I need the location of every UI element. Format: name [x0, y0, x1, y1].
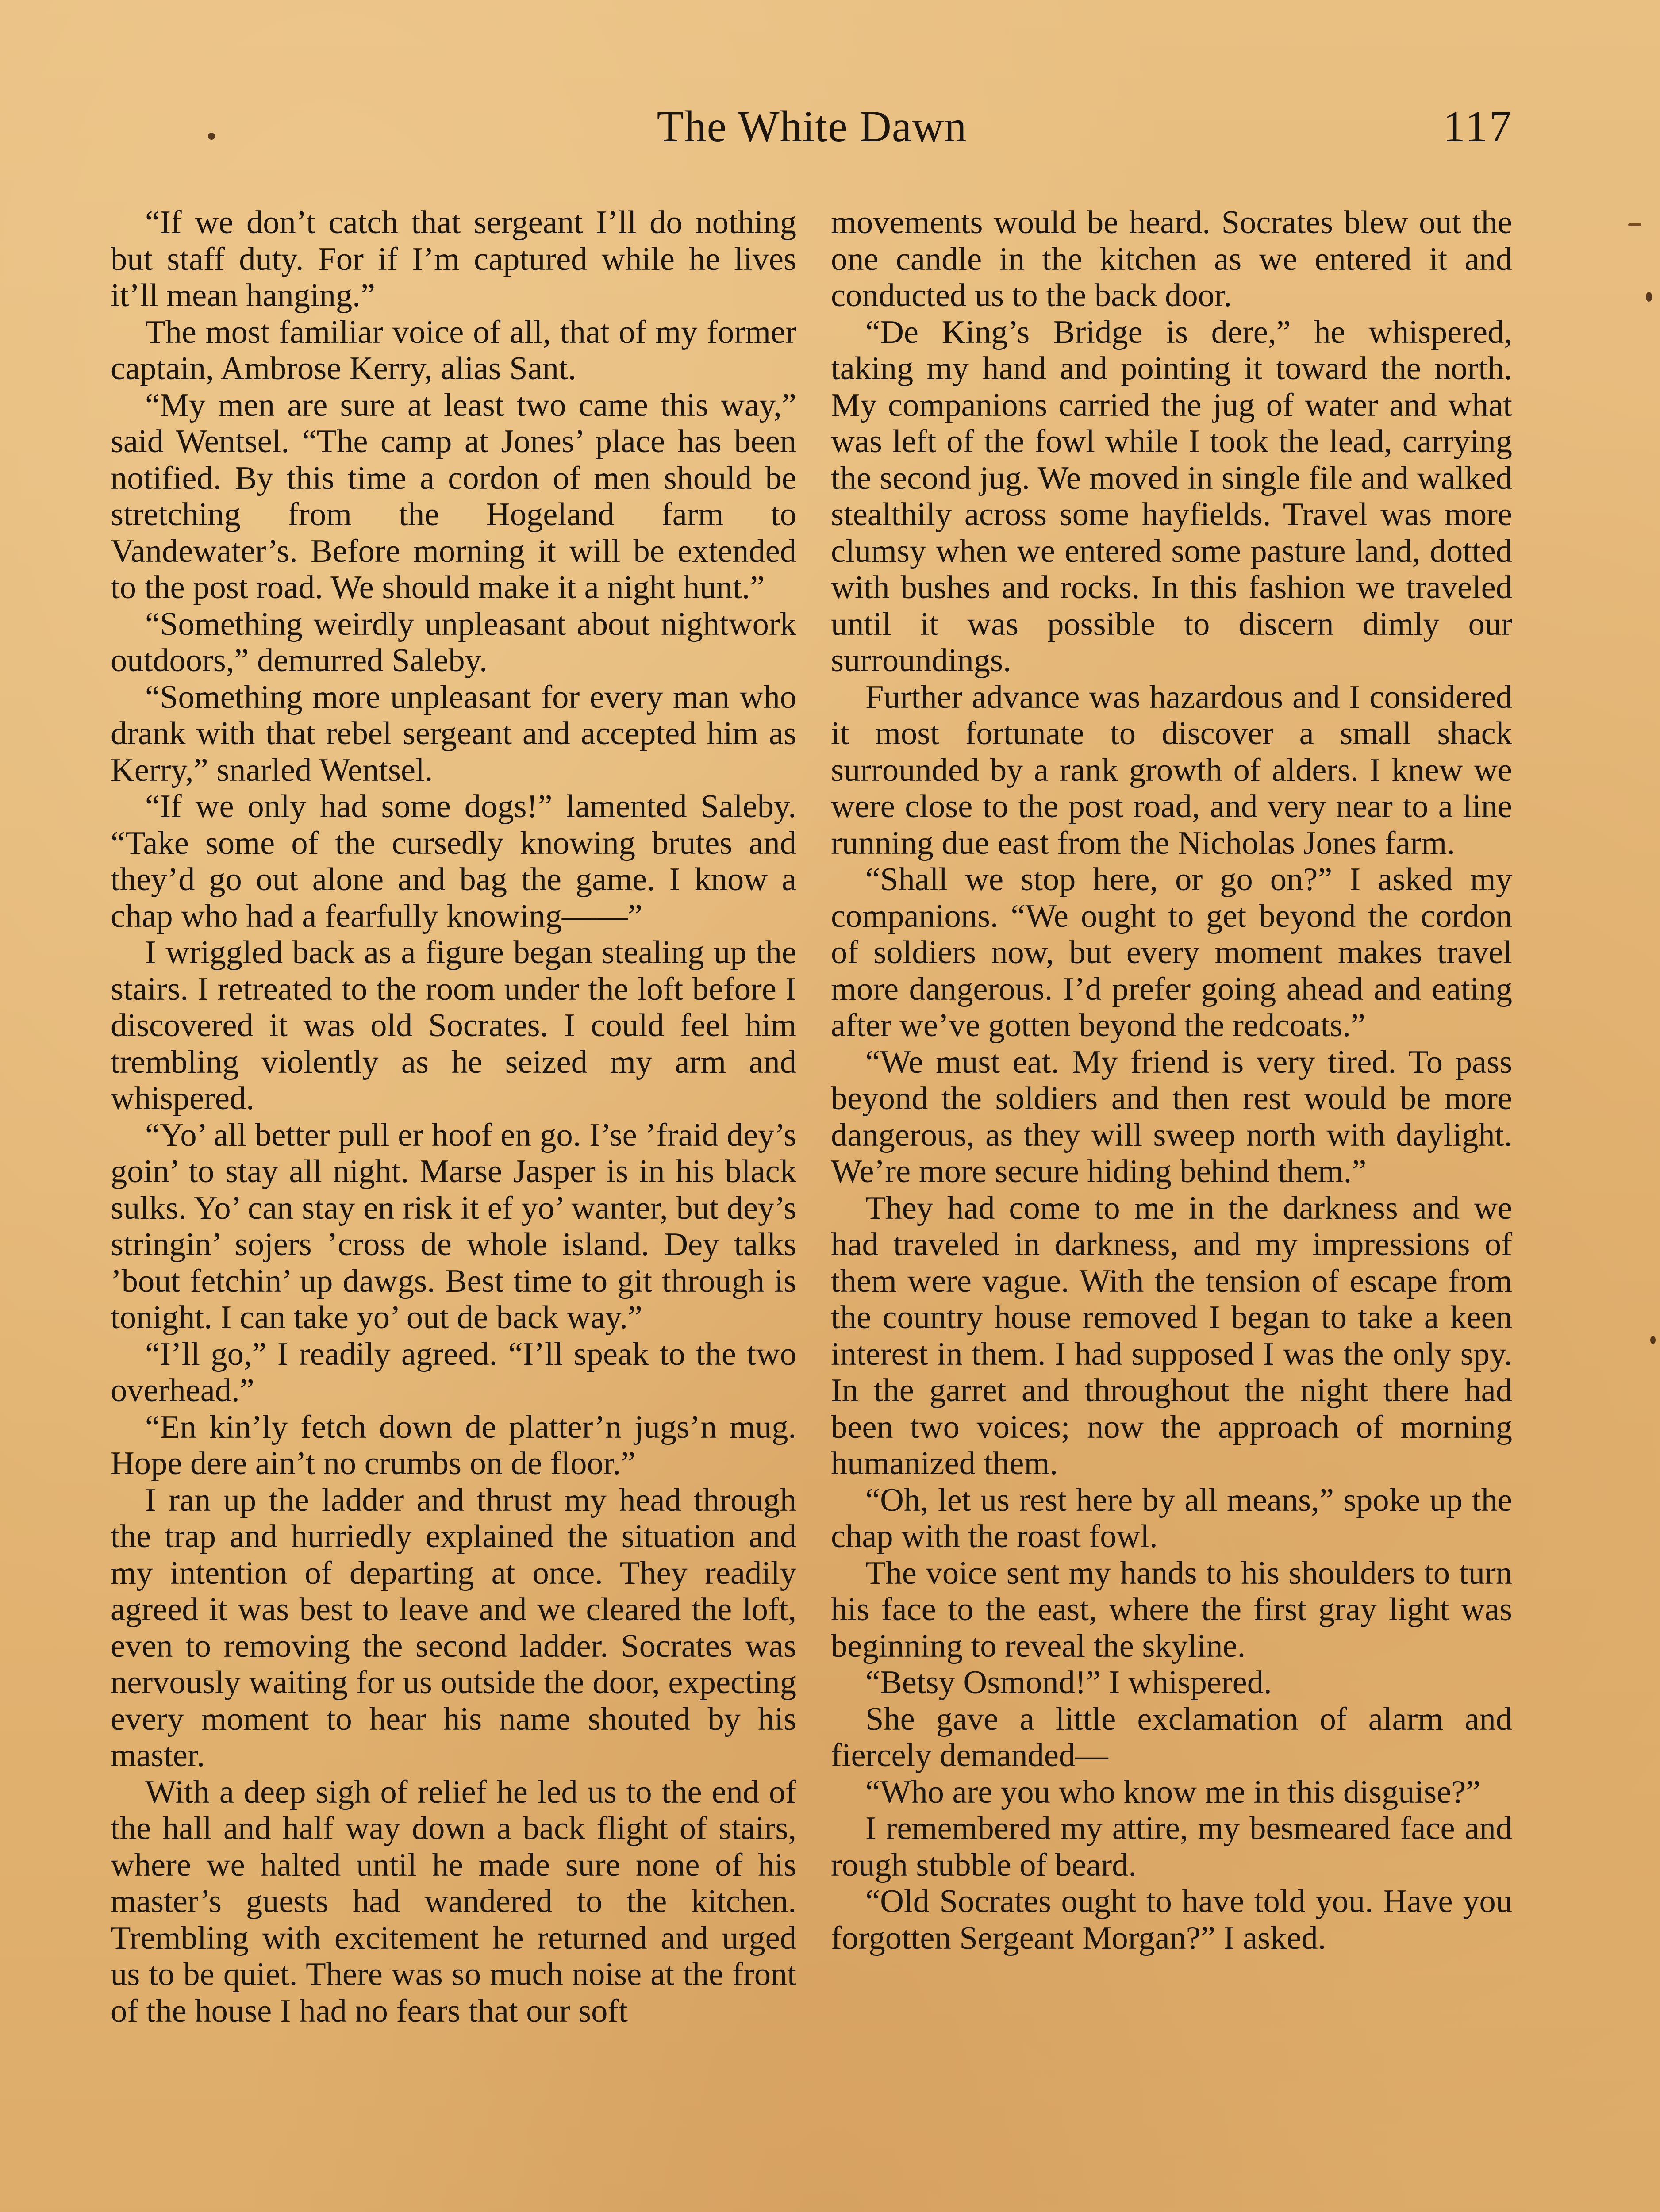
paragraph: “My men are sure at least two came this way,” said Wentsel. “The camp at Jones’ place has been notified. By this time a cordon of men should be stretching from the Hogeland farm to Vandewater’s. Before morning it will be extended to the post road. We should make it a night hunt.” [111, 387, 796, 606]
text-column-left [111, 204, 796, 2029]
paragraph: I ran up the ladder and thrust my head through the trap and hurriedly explained the situation and my intention of departing at once. They readily agreed it was best to leave and we cleared the loft, even to removing the second ladder. Socrates was nervously waiting for us outside the door, expecting every moment to hear his name shouted by his master. [111, 1482, 796, 1774]
running-title: The White Dawn [657, 102, 967, 151]
ink-speck [208, 133, 215, 140]
page-header [111, 101, 1513, 163]
paragraph: Further advance was hazardous and I considered it most fortunate to discover a small shack surrounded by a rank growth of alders. I knew we were close to the post road, and very near to a line running due east from the Nicholas Jones farm. [831, 679, 1512, 861]
paragraph: “Betsy Osmond!” I whispered. [865, 1664, 1272, 1701]
paragraph: “Yo’ all better pull er hoof en go. I’se ’fraid dey’s goin’ to stay all night. Marse Jasper is in his black sulks. Yo’ can stay en risk it ef yo’ wanter, but dey’s stringin’ sojers ’cross de whole island. Dey talks ’bout fetchin’ up dawgs. Best time to git through is tonight. I can take yo’ out de back way.” [111, 1117, 796, 1336]
paragraph: I remembered my attire, my besmeared face and rough stubble of beard. [831, 1810, 1512, 1883]
ink-speck [1628, 223, 1641, 226]
text-column-right [831, 204, 1512, 1956]
paragraph: With a deep sigh of relief he led us to the end of the hall and half way down a back flight of stairs, where we halted until he made sure none of his master’s guests had wandered to the kitchen. Trembling with excitement he returned and urged us to be quiet. There was so much noise at the front of the house I had no fears that our soft [111, 1774, 796, 2029]
paragraph: “De King’s Bridge is dere,” he whispered, taking my hand and pointing it toward the north. My companions carried the jug of water and what was left of the fowl while I took the lead, carrying the second jug. We moved in single file and walked stealthily across some hayfields. Travel was more clumsy when we entered some pasture land, dotted with bushes and rocks. In this fashion we traveled until it was possible to discern dimly our surroundings. [831, 314, 1512, 679]
paragraph: The most familiar voice of all, that of my former captain, Ambrose Kerry, alias Sant. [111, 314, 796, 387]
paragraph: They had come to me in the darkness and we had traveled in darkness, and my impressions of them were vague. With the tension of escape from the country house removed I began to take a keen interest in them. I had supposed I was the only spy. In the garret and throughout the night there had been two voices; now the approach of morning humanized them. [831, 1190, 1512, 1482]
paragraph: “En kin’ly fetch down de platter’n jugs’n mug. Hope dere ain’t no crumbs on de floor.” [111, 1409, 796, 1482]
paragraph: “Something more unpleasant for every man who drank with that rebel sergeant and accepted him as Kerry,” snarled Wentsel. [111, 679, 796, 788]
paragraph: “Oh, let us rest here by all means,” spoke up the chap with the roast fowl. [831, 1482, 1512, 1555]
ink-speck [1646, 292, 1652, 302]
ink-speck [1650, 1336, 1656, 1344]
paragraph: “If we don’t catch that sergeant I’ll do nothing but staff duty. For if I’m captured while he lives it’ll mean hanging.” [111, 204, 796, 314]
paragraph: I wriggled back as a figure began stealing up the stairs. I retreated to the room under the loft before I discovered it was old Socrates. I could feel him trembling violently as he seized my arm and whispered. [111, 934, 796, 1117]
paragraph: “Something weirdly unpleasant about nightwork outdoors,” demurred Saleby. [111, 606, 796, 679]
paragraph: “Old Socrates ought to have told you. Have you forgotten Sergeant Morgan?” I asked. [831, 1883, 1512, 1956]
paragraph: “We must eat. My friend is very tired. To pass beyond the soldiers and then rest would be more dangerous, as they will sweep north with daylight. We’re more secure hiding behind them.” [831, 1044, 1512, 1190]
paragraph: “If we only had some dogs!” lamented Saleby. “Take some of the cursedly knowing brutes and they’d go out alone and bag the game. I know a chap who had a fearfully knowing——” [111, 788, 796, 934]
paragraph: “Shall we stop here, or go on?” I asked my companions. “We ought to get beyond the cordon of soldiers now, but every moment makes travel more dangerous. I’d prefer going ahead and eating after we’ve gotten beyond the redcoats.” [831, 861, 1512, 1044]
paragraph: “Who are you who know me in this disguise?” [865, 1774, 1481, 1810]
paragraph: The voice sent my hands to his shoulders to turn his face to the east, where the first gray light was beginning to reveal the skyline. [831, 1555, 1512, 1664]
paragraph: She gave a little exclamation of alarm and fiercely demanded— [831, 1701, 1512, 1774]
paragraph: movements would be heard. Socrates blew out the one candle in the kitchen as we entered it and conducted us to the back door. [831, 204, 1512, 314]
page-number: 117 [1443, 102, 1513, 151]
paragraph: “I’ll go,” I readily agreed. “I’ll speak to the two overhead.” [111, 1336, 796, 1409]
